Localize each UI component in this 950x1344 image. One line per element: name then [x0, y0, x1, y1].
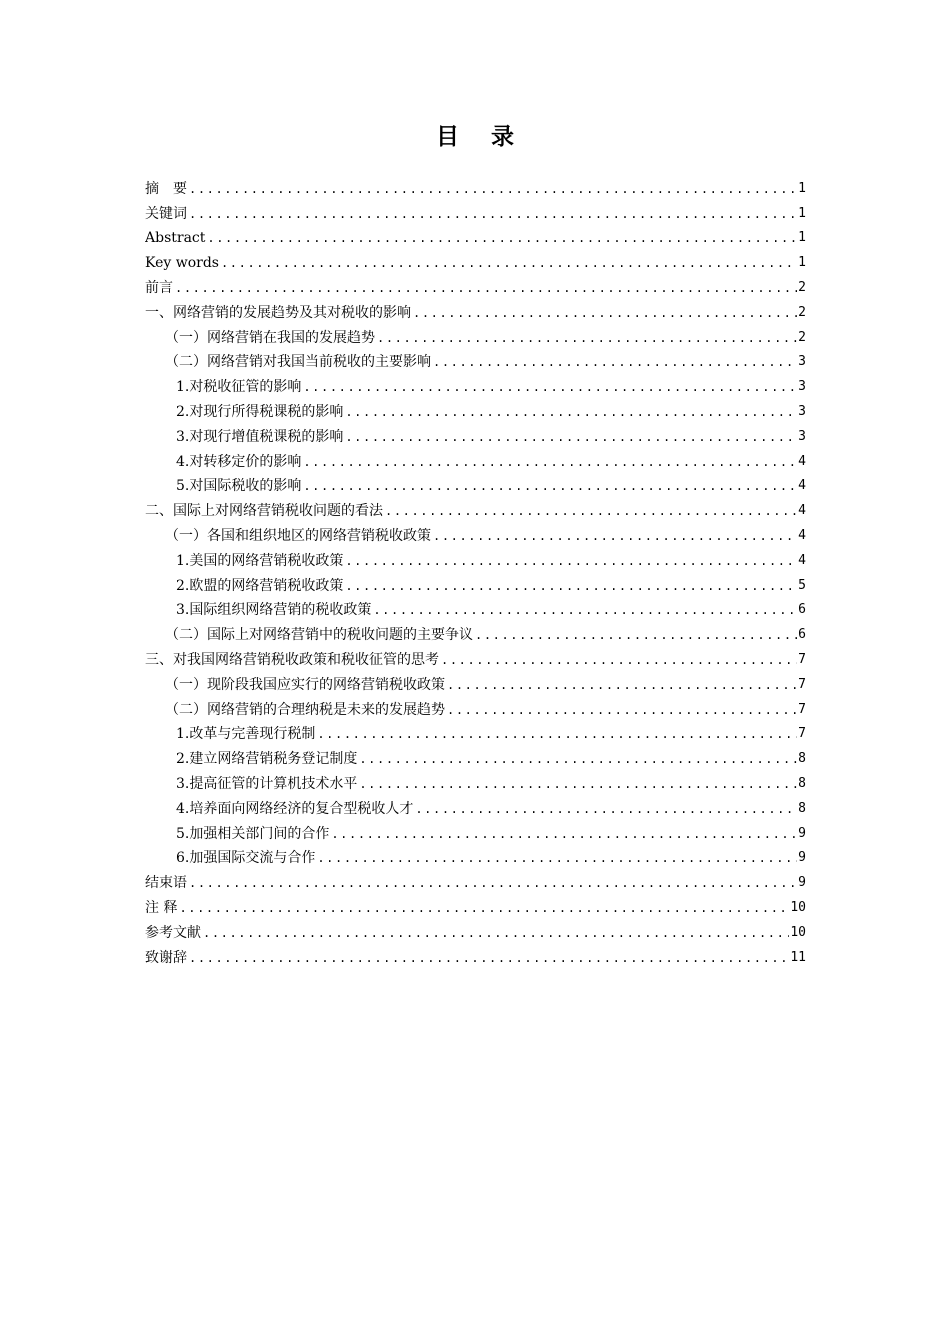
toc-entry[interactable]	[145, 199, 806, 224]
toc-entry-title: 2.建立网络营销税务登记制度	[176, 751, 358, 768]
toc-page-number: 4	[798, 527, 806, 543]
toc-dot-leader	[345, 551, 797, 571]
toc-entry[interactable]	[145, 571, 806, 596]
toc-entry[interactable]	[145, 472, 806, 497]
toc-entry[interactable]	[145, 695, 806, 720]
toc-dot-leader	[415, 799, 797, 819]
toc-dot-leader	[345, 576, 797, 596]
toc-entry[interactable]	[145, 868, 806, 893]
toc-page-number: 7	[798, 726, 806, 742]
toc-entry[interactable]	[145, 893, 806, 918]
toc-page-number: 10	[790, 924, 806, 940]
table-of-contents	[145, 174, 806, 968]
toc-entry[interactable]	[145, 744, 806, 769]
toc-entry[interactable]	[145, 298, 806, 323]
toc-entry-title: 1.对税收征管的影响	[176, 379, 302, 396]
toc-entry[interactable]	[145, 769, 806, 794]
page-title: 目 录	[435, 124, 526, 150]
toc-entry-title: （二）网络营销的合理纳税是未来的发展趋势	[165, 701, 445, 718]
toc-entry-title: 2.对现行所得税课税的影响	[176, 403, 344, 420]
toc-page-number: 8	[798, 800, 806, 816]
toc-dot-leader	[189, 179, 797, 199]
toc-dot-leader	[303, 377, 797, 397]
toc-dot-leader	[221, 253, 797, 273]
toc-entry[interactable]	[145, 918, 806, 943]
toc-entry[interactable]	[145, 348, 806, 373]
toc-entry-title: 参考文献	[145, 924, 201, 941]
toc-entry-title: Key words	[145, 255, 219, 272]
toc-entry[interactable]	[145, 496, 806, 521]
toc-entry-title: 3.对现行增值税课税的影响	[176, 428, 344, 445]
toc-dot-leader	[377, 328, 797, 348]
toc-entry-title: 3.提高征管的计算机技术水平	[176, 775, 358, 792]
toc-page-number: 3	[798, 403, 806, 419]
toc-dot-leader	[433, 526, 797, 546]
toc-dot-leader	[359, 749, 797, 769]
toc-entry-title: 注 释	[145, 899, 178, 916]
toc-page-number: 4	[798, 503, 806, 519]
toc-page-number: 2	[798, 304, 806, 320]
toc-dot-leader	[359, 774, 797, 794]
toc-dot-leader	[475, 625, 797, 645]
toc-dot-leader	[385, 501, 797, 521]
toc-entry-title: 2.欧盟的网络营销税收政策	[176, 577, 344, 594]
toc-entry-title: （二）国际上对网络营销中的税收问题的主要争议	[165, 627, 473, 644]
toc-entry[interactable]	[145, 397, 806, 422]
toc-dot-leader	[207, 228, 797, 248]
toc-dot-leader	[447, 700, 797, 720]
toc-entry[interactable]	[145, 844, 806, 869]
toc-page-number: 7	[798, 651, 806, 667]
toc-entry[interactable]	[145, 794, 806, 819]
toc-entry-title: 一、网络营销的发展趋势及其对税收的影响	[145, 304, 411, 321]
toc-entry[interactable]	[145, 620, 806, 645]
toc-page-number: 5	[798, 577, 806, 593]
toc-entry-title: 二、国际上对网络营销税收问题的看法	[145, 503, 383, 520]
toc-entry-title: 摘 要	[145, 180, 187, 197]
toc-entry[interactable]	[145, 943, 806, 968]
toc-entry-title: 前言	[145, 279, 173, 296]
toc-entry-title: 结束语	[145, 875, 187, 892]
toc-page-number: 9	[798, 850, 806, 866]
toc-dot-leader	[433, 352, 797, 372]
toc-entry[interactable]	[145, 323, 806, 348]
toc-entry-title: 3.国际组织网络营销的税收政策	[176, 602, 372, 619]
toc-entry-title: Abstract	[145, 230, 206, 247]
toc-dot-leader	[345, 427, 797, 447]
toc-entry-title: 5.对国际税收的影响	[176, 478, 302, 495]
toc-entry[interactable]	[145, 248, 806, 273]
toc-dot-leader	[189, 204, 797, 224]
toc-entry-title: （一）现阶段我国应实行的网络营销税收政策	[165, 676, 445, 693]
toc-entry[interactable]	[145, 422, 806, 447]
toc-dot-leader	[175, 278, 797, 298]
toc-entry-title: 5.加强相关部门间的合作	[176, 825, 330, 842]
toc-entry[interactable]	[145, 720, 806, 745]
toc-page-number: 2	[798, 329, 806, 345]
toc-dot-leader	[303, 476, 797, 496]
toc-dot-leader	[317, 848, 797, 868]
toc-entry-title: 4.培养面向网络经济的复合型税收人才	[176, 800, 414, 817]
toc-entry-title: （二）网络营销对我国当前税收的主要影响	[165, 354, 431, 371]
toc-page-number: 7	[798, 701, 806, 717]
toc-entry-title: 致谢辞	[145, 949, 187, 966]
toc-page-number: 11	[790, 949, 806, 965]
toc-page-number: 10	[790, 899, 806, 915]
toc-dot-leader	[203, 923, 789, 943]
toc-entry[interactable]	[145, 224, 806, 249]
toc-dot-leader	[441, 650, 797, 670]
toc-entry[interactable]	[145, 372, 806, 397]
toc-dot-leader	[413, 303, 797, 323]
toc-entry-title: 4.对转移定价的影响	[176, 453, 302, 470]
toc-entry[interactable]	[145, 273, 806, 298]
toc-page-number: 8	[798, 751, 806, 767]
toc-entry[interactable]	[145, 521, 806, 546]
toc-page-number: 4	[798, 552, 806, 568]
toc-page-number: 1	[798, 180, 806, 196]
toc-entry[interactable]	[145, 174, 806, 199]
toc-entry-title: （一）网络营销在我国的发展趋势	[165, 329, 375, 346]
toc-page-number: 6	[798, 602, 806, 618]
toc-dot-leader	[373, 600, 797, 620]
toc-page-number: 4	[798, 453, 806, 469]
toc-page-number: 2	[798, 279, 806, 295]
toc-entry[interactable]	[145, 670, 806, 695]
toc-entry[interactable]	[145, 447, 806, 472]
toc-dot-leader	[303, 452, 797, 472]
toc-page-number: 4	[798, 478, 806, 494]
toc-page-number: 3	[798, 379, 806, 395]
toc-dot-leader	[345, 402, 797, 422]
toc-entry-title: 关键词	[145, 205, 187, 222]
toc-dot-leader	[179, 898, 789, 918]
toc-entry-title: 1.美国的网络营销税收政策	[176, 552, 344, 569]
toc-page-number: 1	[798, 230, 806, 246]
toc-dot-leader	[189, 948, 789, 968]
toc-entry-title: （一）各国和组织地区的网络营销税收政策	[165, 527, 431, 544]
toc-page-number: 6	[798, 627, 806, 643]
toc-page-number: 7	[798, 676, 806, 692]
toc-entry-title: 三、对我国网络营销税收政策和税收征管的思考	[145, 651, 439, 668]
toc-page-number: 8	[798, 775, 806, 791]
toc-entry-title: 1.改革与完善现行税制	[176, 726, 316, 743]
toc-page-number: 9	[798, 825, 806, 841]
toc-page-number: 9	[798, 875, 806, 891]
toc-page-number: 1	[798, 255, 806, 271]
toc-entry[interactable]	[145, 546, 806, 571]
toc-dot-leader	[189, 873, 797, 893]
toc-page-number: 3	[798, 354, 806, 370]
toc-entry[interactable]	[145, 596, 806, 621]
toc-entry[interactable]	[145, 819, 806, 844]
toc-entry[interactable]	[145, 645, 806, 670]
toc-entry-title: 6.加强国际交流与合作	[176, 850, 316, 867]
toc-page-number: 1	[798, 205, 806, 221]
toc-dot-leader	[331, 824, 797, 844]
toc-dot-leader	[447, 675, 797, 695]
toc-dot-leader	[317, 724, 797, 744]
toc-page-number: 3	[798, 428, 806, 444]
